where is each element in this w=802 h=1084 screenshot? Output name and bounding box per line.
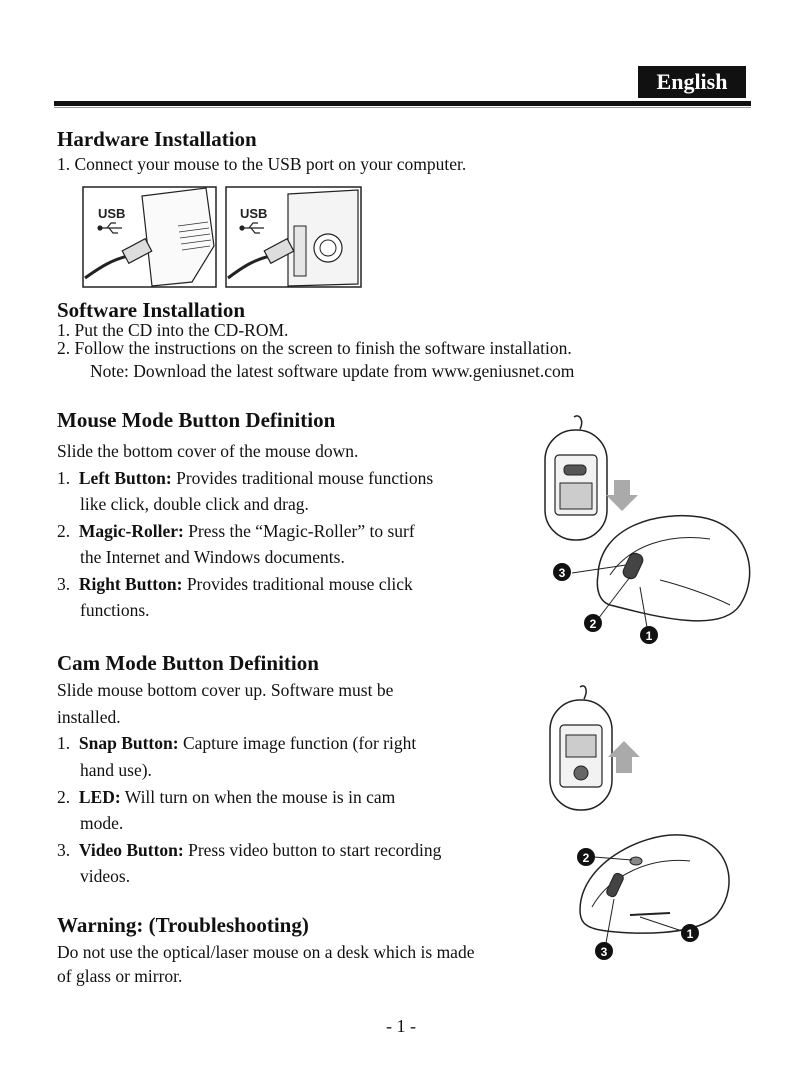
warning-line-1: Do not use the optical/laser mouse on a desk which is made: [57, 942, 475, 962]
page-number: - 1 -: [386, 1016, 416, 1036]
language-badge: English: [638, 66, 746, 98]
cam-mode-intro-2: installed.: [57, 707, 121, 727]
cam-item-3-cont: videos.: [80, 866, 131, 886]
callout-3: 3: [558, 566, 566, 580]
usb-label-2: USB: [240, 206, 268, 221]
software-title: Software Installation: [57, 298, 246, 322]
mouse-mode-illustration: [540, 415, 760, 650]
cam-item-2: 2. LED: Will turn on when the mouse is in cam: [57, 787, 396, 807]
mouse-item-2-cont: the Internet and Windows documents.: [80, 547, 345, 567]
usb-connection-illustration: [82, 186, 364, 290]
software-step-2: 2. Follow the instructions on the screen to finish the software installation.: [57, 338, 572, 358]
usb-label-1: USB: [98, 206, 126, 221]
slide-up-arrow-icon: [608, 741, 640, 773]
mouse-item-3: 3. Right Button: Provides traditional mouse click: [57, 574, 413, 594]
mouse-mode-intro: Slide the bottom cover of the mouse down.: [57, 441, 359, 461]
cam-item-3: 3. Video Button: Press video button to start recording: [57, 840, 442, 860]
mouse-item-2: 2. Magic-Roller: Press the “Magic-Roller” to surf: [57, 521, 415, 541]
mouse-item-1: 1. Left Button: Provides traditional mouse functions: [57, 468, 434, 488]
cam-callout-1: 1: [686, 927, 694, 941]
cam-mouse-side-view: [580, 835, 729, 933]
cam-callout-2: 2: [582, 851, 590, 865]
cam-item-1: 1. Snap Button: Capture image function (for right: [57, 733, 417, 753]
mouse-mode-title: Mouse Mode Button Definition: [57, 408, 336, 432]
camera-lens-icon: [574, 766, 588, 780]
cam-mode-title: Cam Mode Button Definition: [57, 651, 319, 675]
cam-item-1-cont: hand use).: [80, 760, 152, 780]
warning-title: Warning: (Troubleshooting): [57, 913, 309, 937]
cam-mouse-cable-icon: [580, 686, 586, 699]
cam-item-2-cont: mode.: [80, 813, 124, 833]
mouse-cable-icon: [574, 416, 582, 429]
hardware-title: Hardware Installation: [57, 127, 257, 151]
desktop-fan: [314, 234, 342, 262]
header-rule-thin: [54, 107, 751, 108]
callout-2: 2: [589, 617, 597, 631]
callout-1: 1: [645, 629, 653, 643]
cam-callout-3: 3: [600, 945, 608, 959]
cam-mode-intro-1: Slide mouse bottom cover up. Software must be: [57, 680, 394, 700]
slide-down-arrow-icon: [606, 480, 638, 511]
header-rule: [54, 101, 751, 106]
led-icon: [630, 857, 642, 865]
hardware-step-1: 1. Connect your mouse to the USB port on your computer.: [57, 154, 467, 174]
software-step-1: 1. Put the CD into the CD-ROM.: [57, 320, 289, 340]
warning-line-2: of glass or mirror.: [57, 966, 183, 986]
cam-mode-illustration: [540, 685, 760, 965]
mode-slider-icon: [564, 465, 586, 475]
mouse-side-view: [597, 516, 749, 621]
mouse-item-3-cont: functions.: [80, 600, 150, 620]
software-note: Note: Download the latest software update from www.geniusnet.com: [90, 361, 575, 381]
mouse-item-1-cont: like click, double click and drag.: [80, 494, 309, 514]
